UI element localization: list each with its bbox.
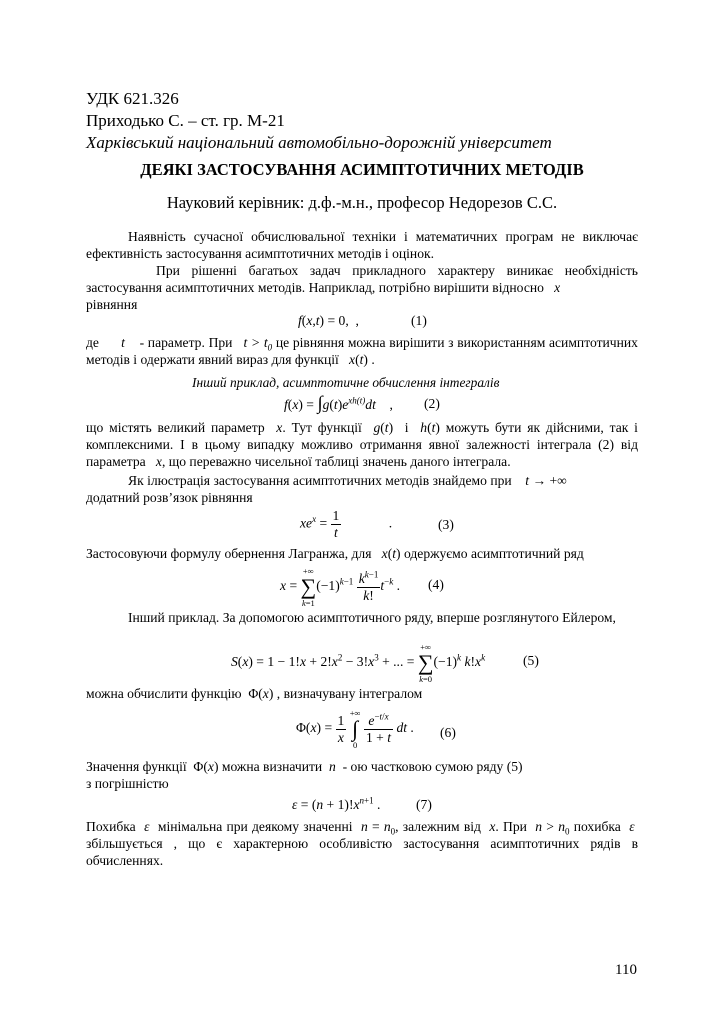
equation-1-number: (1) xyxy=(411,313,427,328)
equation-3-number: (3) xyxy=(438,517,454,532)
equation-5-number: (5) xyxy=(523,653,539,668)
equation-6: Φ(x) = $\frac{1}{x}$ +∞ ∫ 0 $\frac{e^{-t/x}}{1 + t}$ dt . xyxy=(296,708,414,750)
paragraph-illustration: Як ілюстрація застосування асимптотичних методів знайдемо при t → +∞ додатний розв’язок рівняння xyxy=(86,473,567,505)
paper-title: ДЕЯКІ ЗАСТОСУВАННЯ АСИМПТОТИЧНИХ МЕТОДІВ xyxy=(140,160,584,179)
paragraph-integral-example: Інший приклад, асимптотичне обчислення інтегралів xyxy=(192,375,500,390)
paragraph-euler: Інший приклад. За допомогою асимптотичного ряду, вперше розглянутого Ейлером, xyxy=(128,610,616,625)
equation-1: f(x,t) = 0, , xyxy=(298,313,359,328)
paragraph-methods: При рішенні багатьох задач прикладного характеру виникає необхідність застосування асимптотичних методів. Наприклад, потрібно вирішити відносно x рівняння xyxy=(86,263,638,312)
paragraph-lagrange: Застосовуючи формулу обернення Лагранжа, для x(t) одержуємо асимптотичний ряд xyxy=(86,546,584,561)
equation-2-number: (2) xyxy=(424,396,440,411)
paragraph-error: Похибка ε мінімальна при деякому значенні $n = n_0$, залежним від x. При $n > n_0$ похибка ε збільшується , що є характерною особливістю застосування асимптотичних рядів в обчисленнях. xyxy=(86,819,639,868)
equation-4: x = +∞ ∑ k=1 $(-1)^{k-1}$ $\frac{k^{k-1}}{k!}$ $t^{-k}$ . xyxy=(280,566,400,608)
university-line: Харківський національний автомобільно-дорожній університет xyxy=(86,133,552,152)
author-line: Приходько С. – ст. гр. М-21 xyxy=(86,111,285,130)
paragraph-parameter: де t - параметр. При $t > t_0$ це рівняння можна вирішити з використанням асимптотичних методів і одержати явний вираз для функції x(t) . xyxy=(86,335,638,367)
equation-4-number: (4) xyxy=(428,577,444,592)
paragraph-partial-sum: Значення функції Φ(x) можна визначити n - ою частковою сумою ряду (5) з погрішністю xyxy=(86,759,523,791)
page-number: 110 xyxy=(615,962,637,978)
equation-3: $xe^x$ = $\frac{1}{t}$ . xyxy=(300,508,393,540)
advisor-line: Науковий керівник: д.ф.-м.н., професор Недорезов С.С. xyxy=(166,193,558,212)
paragraph-intro: Наявність сучасної обчислювальної техніки і математичних програм не виключає ефективність застосування асимптотичних методів і оцінок. xyxy=(86,229,638,261)
equation-7: $\varepsilon = (n + 1)!x^{n+1}$ . xyxy=(292,795,381,812)
equation-2: $f(x) = \int g(t)e^{xh(t)}dt$ , xyxy=(284,393,393,414)
equation-5: $S(x) = 1 - 1!x + 2!x^2 - 3!x^3$ + ... = +∞ ∑ k=0 $(-1)^k$ $k!x^k$ xyxy=(231,642,486,684)
udc-code: УДК 621.326 xyxy=(86,89,179,108)
equation-6-number: (6) xyxy=(440,725,456,740)
paragraph-function-phi: можна обчислити функцію Φ(x) , визначувану інтегралом xyxy=(86,686,423,701)
paragraph-large-parameter: що містять великий параметр x. Тут функції g(t) і h(t) можуть бути як дійсними, так і комплексними. І в цьому випадку можливо отримання явної залежності інтеграла (2) від параметра x, що переважно чисельної таблиці значень даного інтеграла. xyxy=(86,420,638,469)
equation-7-number: (7) xyxy=(416,797,432,812)
